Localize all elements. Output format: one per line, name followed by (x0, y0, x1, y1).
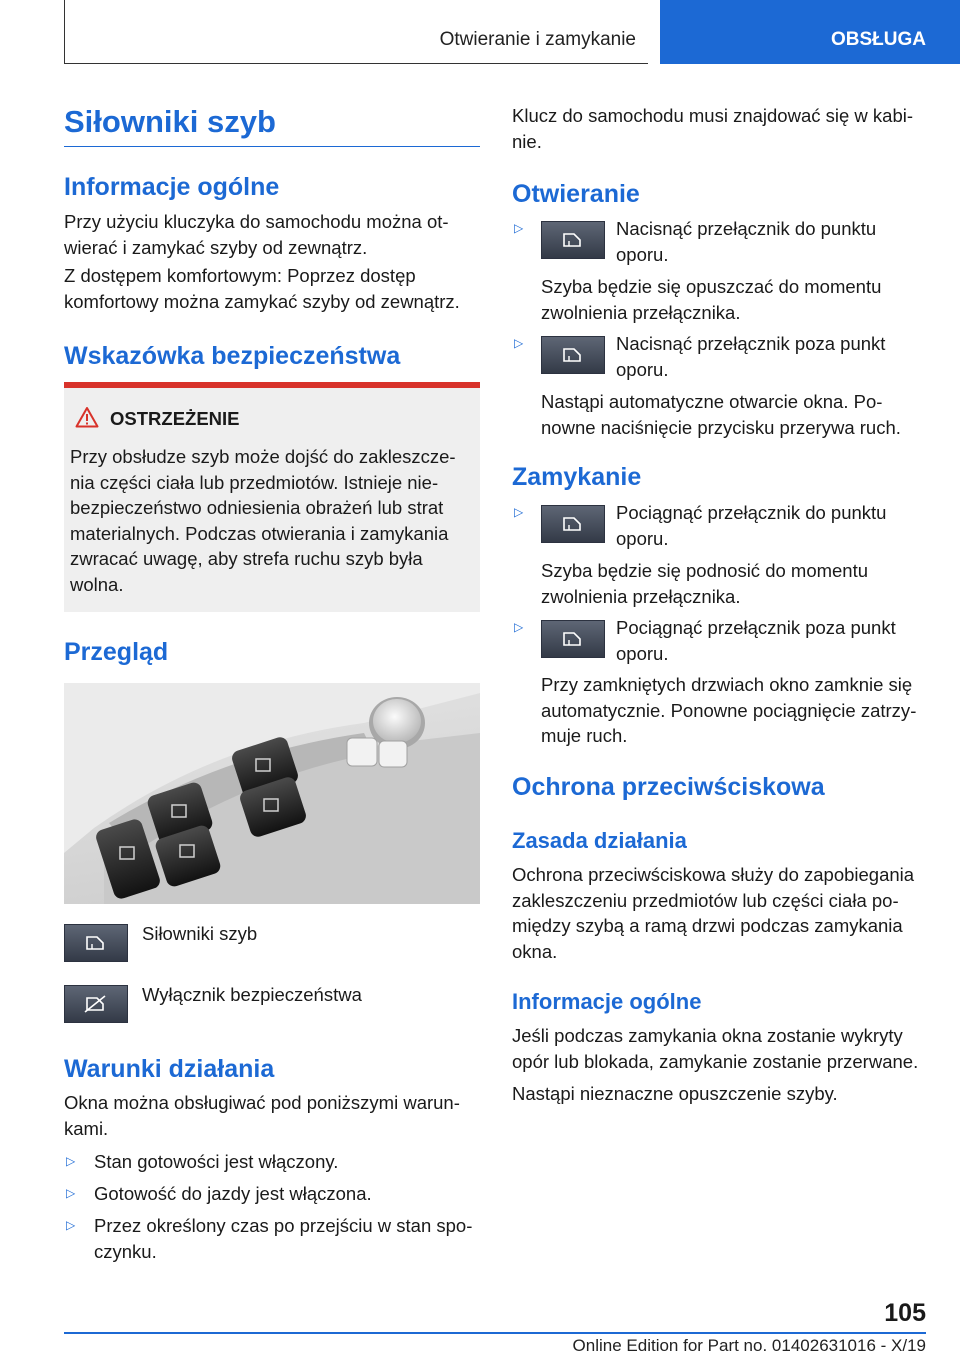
condition-item-2: Gotowość do jazdy jest włączona. (94, 1183, 372, 1204)
legend-safety-switch: Wyłącznik bezpieczeństwa (142, 984, 362, 1005)
page-number: 105 (884, 1299, 926, 1327)
pinch-protection-heading: Ochrona przeciwściskowa (512, 773, 825, 801)
triangle-bullet-icon: ▷ (66, 1218, 76, 1232)
close-step-1-result: Szyba będzie się podnosić do momentu zwolnienia przełącznika. (541, 560, 869, 607)
footer-rule (64, 1332, 926, 1334)
principle-heading: Zasada działania (512, 828, 687, 853)
triangle-bullet-icon: ▷ (514, 620, 524, 634)
condition-item-1: Stan gotowości jest włączony. (94, 1151, 339, 1172)
overview-heading: Przegląd (64, 638, 169, 666)
triangle-bullet-icon: ▷ (66, 1186, 76, 1200)
open-step-1-action: Nacisnąć przełącznik do punktu oporu. (616, 218, 877, 265)
warning-title: OSTRZEŻENIE (110, 408, 240, 429)
triangle-bullet-icon: ▷ (514, 336, 524, 350)
page-title: Siłowniki szyb (64, 104, 276, 139)
header-chapter-tab: OBSŁUGA (660, 0, 960, 64)
conditions-heading: Warunki działania (64, 1055, 275, 1083)
open-heading: Otwieranie (512, 180, 640, 208)
window-switches-photo (64, 683, 480, 904)
info-paragraph-2: Nastąpi nieznaczne opuszczenie szyby. (512, 1083, 838, 1104)
open-step-1-result: Szyba będzie się opuszczać do momentu zwolnienia przełącznika. (541, 276, 882, 323)
general-heading: Informacje ogólne (64, 173, 280, 201)
warning-box (64, 382, 480, 612)
principle-text: Ochrona przeciwściskowa służy do zapobiegania zakleszczeniu przedmiotów lub części ciała pomiędzy szybą a ramą drzwi podczas zamykania okna. (512, 864, 915, 962)
close-step-2-action: Pociągnąć przełącznik poza punkt oporu. (616, 617, 896, 664)
warning-triangle-icon (75, 406, 99, 428)
info-heading: Informacje ogólne (512, 989, 702, 1014)
info-paragraph-1: Jeśli podczas zamykania okna zostanie wykryty opór lub blokada, zamykanie zostanie przerwane. (512, 1025, 919, 1072)
safety-heading: Wskazówka bezpieczeństwa (64, 342, 401, 370)
conditions-intro: Okna można obsługiwać pod poniższymi warunkami. (64, 1092, 460, 1139)
open-step-2-action: Nacisnąć przełącznik poza punkt oporu. (616, 333, 886, 380)
header-section-title: Otwieranie i zamykanie (439, 29, 636, 50)
general-paragraph-2: Z dostępem komfortowym: Poprzez dostęp komfortowy można zamykać szyby od zewnątrz. (64, 265, 460, 312)
window-switch-icon (541, 221, 605, 259)
general-paragraph-1: Przy użyciu kluczyka do samochodu można otwierać i zamykać szyby od zewnątrz. (64, 211, 449, 258)
key-intro: Klucz do samochodu musi znajdować się w kabinie. (512, 105, 914, 152)
condition-item-3: Przez określony czas po przejściu w stan spoczynku. (94, 1215, 473, 1262)
legend-window-switches: Siłowniki szyb (142, 923, 258, 944)
triangle-bullet-icon: ▷ (66, 1154, 76, 1168)
window-switches-illustration (64, 683, 480, 904)
title-rule (64, 146, 480, 147)
close-step-1-action: Pociągnąć przełącznik do punktu oporu. (616, 502, 887, 549)
window-switch-icon (541, 505, 605, 543)
close-step-2-result: Przy zamkniętych drzwiach okno zamknie się automatycznie. Ponowne pociągnięcie zatrzymuje ruch. (541, 674, 917, 746)
edition-footer: Online Edition for Part no. 01402631016 - X/19 (572, 1336, 926, 1355)
safety-switch-icon (64, 985, 128, 1023)
close-heading: Zamykanie (512, 463, 642, 491)
open-step-2-result: Nastąpi automatyczne otwarcie okna. Ponowne naciśnięcie przycisku przerywa ruch. (541, 391, 901, 438)
triangle-bullet-icon: ▷ (514, 505, 524, 519)
window-switch-icon (541, 620, 605, 658)
window-switch-icon (64, 924, 128, 962)
triangle-bullet-icon: ▷ (514, 221, 524, 235)
warning-text: Przy obsłudze szyb może dojść do zakleszczenia części ciała lub przedmiotów. Istnieje niebezpieczeństwo odniesienia obrażeń lub strat materialnych. Podczas otwierania i zamykania zwracać uwagę, aby strefa ruchu szyb była wolna. (70, 446, 456, 595)
window-switch-icon (541, 336, 605, 374)
